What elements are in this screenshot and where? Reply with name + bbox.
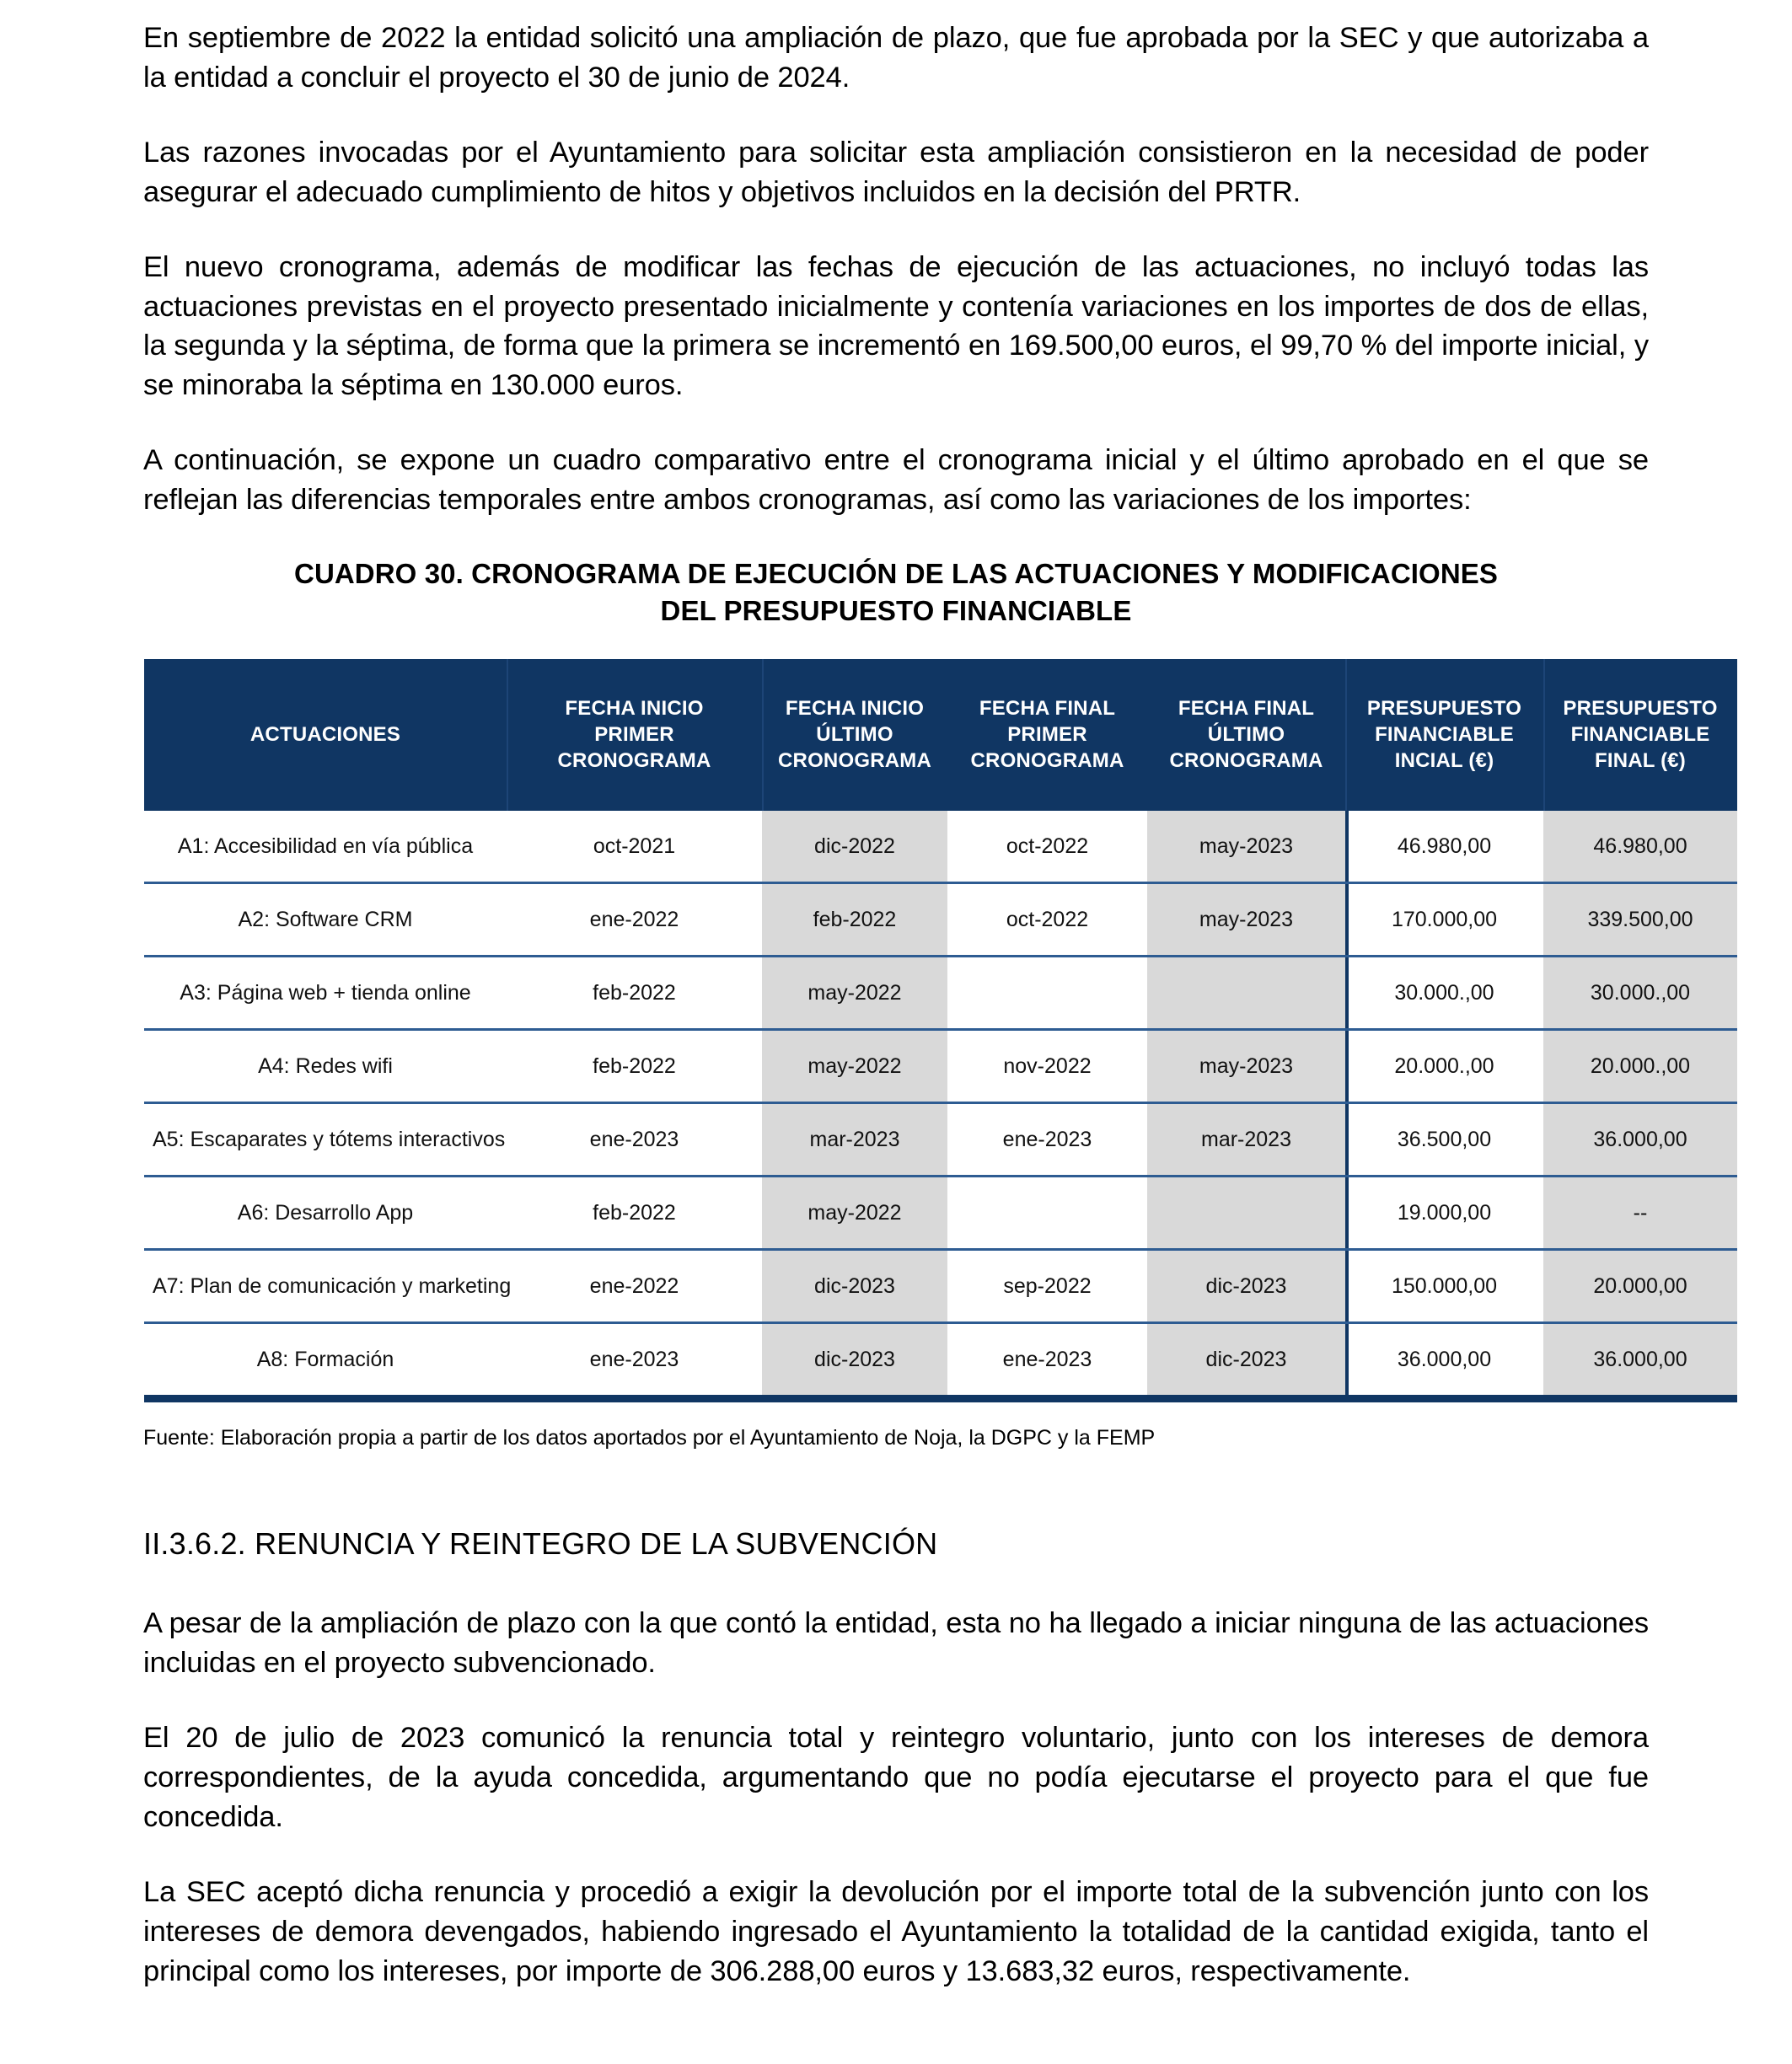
header-line: FECHA INICIO	[785, 697, 925, 721]
cell-fecha-final-ultimo: may-2023	[1147, 883, 1345, 957]
column-header-presupuesto-inicial	[1345, 659, 1543, 811]
cell-fecha-inicio-ultimo: dic-2022	[762, 811, 947, 883]
header-line: FECHA FINAL	[979, 697, 1116, 721]
cell-fecha-final-ultimo	[1147, 957, 1345, 1030]
cell-fecha-inicio-ultimo: may-2022	[762, 957, 947, 1030]
cell-fecha-inicio-primer: ene-2023	[507, 1323, 762, 1399]
cell-actuacion: A6: Desarrollo App	[144, 1177, 507, 1250]
paragraph-ampliacion-plazo: En septiembre de 2022 la entidad solicitó una ampliación de plazo, que fue aprobada por la SEC y que autorizaba a la entidad a concluir el proyecto el 30 de junio de 2024.	[143, 22, 1649, 94]
table-row	[144, 883, 1737, 957]
cell-fecha-inicio-ultimo: dic-2023	[762, 1250, 947, 1323]
cell-actuacion: A5: Escaparates y tótems interactivos	[144, 1103, 507, 1177]
cell-presupuesto-inicial: 30.000.,00	[1345, 957, 1543, 1030]
column-header-actuaciones	[144, 659, 507, 811]
cell-presupuesto-final: 20.000,00	[1543, 1250, 1737, 1323]
header-line: PRIMER	[594, 722, 674, 746]
cell-presupuesto-final: 46.980,00	[1543, 811, 1737, 883]
cell-fecha-final-ultimo: may-2023	[1147, 811, 1345, 883]
cell-presupuesto-inicial: 20.000.,00	[1345, 1030, 1543, 1103]
table-body	[144, 811, 1737, 1399]
table-title	[143, 555, 1649, 629]
cell-fecha-inicio-primer: feb-2022	[507, 1030, 762, 1103]
cell-fecha-inicio-primer: oct-2021	[507, 811, 762, 883]
cell-fecha-final-primer: ene-2023	[947, 1103, 1147, 1177]
cell-presupuesto-final: 20.000.,00	[1543, 1030, 1737, 1103]
header-line: CRONOGRAMA	[778, 748, 931, 772]
paragraph-razones-invocadas: Las razones invocadas por el Ayuntamiento para solicitar esta ampliación consistieron en la necesidad de poder asegurar el adecuado cumplimiento de hitos y objetivos incluidos en la decisión del PRTR.	[143, 136, 1649, 208]
table-source-note: Fuente: Elaboración propia a partir de los datos aportados por el Ayuntamiento de Noja, la DGPC y la FEMP	[143, 1426, 1156, 1450]
table-row	[144, 1030, 1737, 1103]
cell-fecha-inicio-primer: ene-2022	[507, 1250, 762, 1323]
cell-fecha-final-primer	[947, 957, 1147, 1030]
cell-fecha-inicio-primer: ene-2023	[507, 1103, 762, 1177]
cell-presupuesto-final: 36.000,00	[1543, 1323, 1737, 1399]
cell-presupuesto-final: 36.000,00	[1543, 1103, 1737, 1177]
cell-fecha-inicio-ultimo: may-2022	[762, 1030, 947, 1103]
cell-fecha-inicio-ultimo: may-2022	[762, 1177, 947, 1250]
cell-fecha-final-ultimo: dic-2023	[1147, 1323, 1345, 1399]
cell-fecha-inicio-primer: feb-2022	[507, 1177, 762, 1250]
cell-actuacion: A8: Formación	[144, 1323, 507, 1399]
column-header-fecha-final-primer	[947, 659, 1147, 811]
header-line: FINANCIABLE	[1375, 722, 1514, 746]
cell-fecha-final-primer: sep-2022	[947, 1250, 1147, 1323]
cronograma-table	[144, 659, 1737, 1402]
table-row	[144, 1103, 1737, 1177]
cell-fecha-final-ultimo: dic-2023	[1147, 1250, 1345, 1323]
table-header	[144, 659, 1737, 811]
header-line: INCIAL (€)	[1394, 748, 1494, 772]
header-line: FECHA FINAL	[1178, 697, 1315, 721]
cell-presupuesto-final: 30.000.,00	[1543, 957, 1737, 1030]
cell-actuacion: A7: Plan de comunicación y marketing	[144, 1250, 507, 1323]
header-line: FECHA INICIO	[565, 697, 704, 721]
header-line: FINANCIABLE	[1570, 722, 1710, 746]
table-title-line-2: DEL PRESUPUESTO FINANCIABLE	[660, 594, 1132, 626]
column-header-fecha-inicio-ultimo	[762, 659, 947, 811]
cell-fecha-final-primer: ene-2023	[947, 1323, 1147, 1399]
cell-presupuesto-final: --	[1543, 1177, 1737, 1250]
cell-fecha-inicio-primer: ene-2022	[507, 883, 762, 957]
column-header-fecha-inicio-primer	[507, 659, 762, 811]
header-line: CRONOGRAMA	[557, 748, 711, 772]
header-line: ÚLTIMO	[1207, 722, 1285, 746]
cell-presupuesto-inicial: 36.000,00	[1345, 1323, 1543, 1399]
header-line: CRONOGRAMA	[1169, 748, 1323, 772]
cell-presupuesto-inicial: 170.000,00	[1345, 883, 1543, 957]
header-line: ÚLTIMO	[816, 722, 893, 746]
table-row	[144, 1250, 1737, 1323]
cell-presupuesto-inicial: 46.980,00	[1345, 811, 1543, 883]
cell-actuacion: A4: Redes wifi	[144, 1030, 507, 1103]
cell-fecha-final-primer: oct-2022	[947, 883, 1147, 957]
paragraph-no-inicio-actuaciones: A pesar de la ampliación de plazo con la que contó la entidad, esta no ha llegado a iniciar ninguna de las actuaciones incluidas en el proyecto subvencionado.	[143, 1607, 1649, 1680]
table-row	[144, 957, 1737, 1030]
cell-presupuesto-inicial: 36.500,00	[1345, 1103, 1543, 1177]
cell-fecha-inicio-ultimo: feb-2022	[762, 883, 947, 957]
paragraph-renuncia-total: El 20 de julio de 2023 comunicó la renuncia total y reintegro voluntario, junto con los intereses de demora correspondientes, de la ayuda concedida, argumentando que no podía ejecutarse el proyecto para el que fue concedida.	[143, 1722, 1649, 1834]
column-header-fecha-final-ultimo	[1147, 659, 1345, 811]
cell-actuacion: A3: Página web + tienda online	[144, 957, 507, 1030]
table-row	[144, 1177, 1737, 1250]
table-row	[144, 1323, 1737, 1399]
column-header-presupuesto-final	[1543, 659, 1737, 811]
paragraph-cuadro-comparativo: A continuación, se expone un cuadro comparativo entre el cronograma inicial y el último aprobado en el que se reflejan las diferencias temporales entre ambos cronogramas, así como las variaciones de los importes:	[143, 444, 1649, 517]
header-line: ACTUACIONES	[249, 722, 401, 746]
header-line: PRIMER	[1007, 722, 1087, 746]
cell-presupuesto-final: 339.500,00	[1543, 883, 1737, 957]
cell-fecha-inicio-ultimo: mar-2023	[762, 1103, 947, 1177]
table-header-row	[144, 659, 1737, 811]
cell-fecha-final-primer: oct-2022	[947, 811, 1147, 883]
cell-actuacion: A1: Accesibilidad en vía pública	[144, 811, 507, 883]
cell-presupuesto-inicial: 150.000,00	[1345, 1250, 1543, 1323]
cell-actuacion: A2: Software CRM	[144, 883, 507, 957]
cell-fecha-final-ultimo	[1147, 1177, 1345, 1250]
cell-fecha-inicio-primer: feb-2022	[507, 957, 762, 1030]
header-line: PRESUPUESTO	[1563, 697, 1718, 721]
table-row	[144, 811, 1737, 883]
header-line: CRONOGRAMA	[970, 748, 1124, 772]
cell-fecha-final-ultimo: may-2023	[1147, 1030, 1345, 1103]
cell-fecha-inicio-ultimo: dic-2023	[762, 1323, 947, 1399]
cell-fecha-final-primer: nov-2022	[947, 1030, 1147, 1103]
paragraph-sec-acepto-renuncia: La SEC aceptó dicha renuncia y procedió a exigir la devolución por el importe total de la subvención junto con los intereses de demora devengados, habiendo ingresado el Ayuntamiento la totalidad de la cantidad exigida, tanto el principal como los intereses, por importe de 306.288,00 euros y 13.683,32 euros, respectivamente.	[143, 1875, 1649, 1987]
section-heading-renuncia-reintegro: II.3.6.2. RENUNCIA Y REINTEGRO DE LA SUBVENCIÓN	[143, 1525, 938, 1561]
cell-fecha-final-primer	[947, 1177, 1147, 1250]
table-title-line-1: CUADRO 30. CRONOGRAMA DE EJECUCIÓN DE LAS ACTUACIONES Y MODIFICACIONES	[294, 558, 1498, 590]
paragraph-nuevo-cronograma: El nuevo cronograma, además de modificar las fechas de ejecución de las actuaciones, no incluyó todas las actuaciones previstas en el proyecto presentado inicialmente y contenía variaciones en los importes de dos de ellas, la segunda y la séptima, de forma que la primera se incrementó en 169.500,00 euros, el 99,70 % del importe inicial, y se minoraba la séptima en 130.000 euros.	[143, 250, 1649, 402]
cell-presupuesto-inicial: 19.000,00	[1345, 1177, 1543, 1250]
cell-fecha-final-ultimo: mar-2023	[1147, 1103, 1345, 1177]
header-line: PRESUPUESTO	[1366, 697, 1522, 721]
header-line: FINAL (€)	[1594, 748, 1687, 772]
